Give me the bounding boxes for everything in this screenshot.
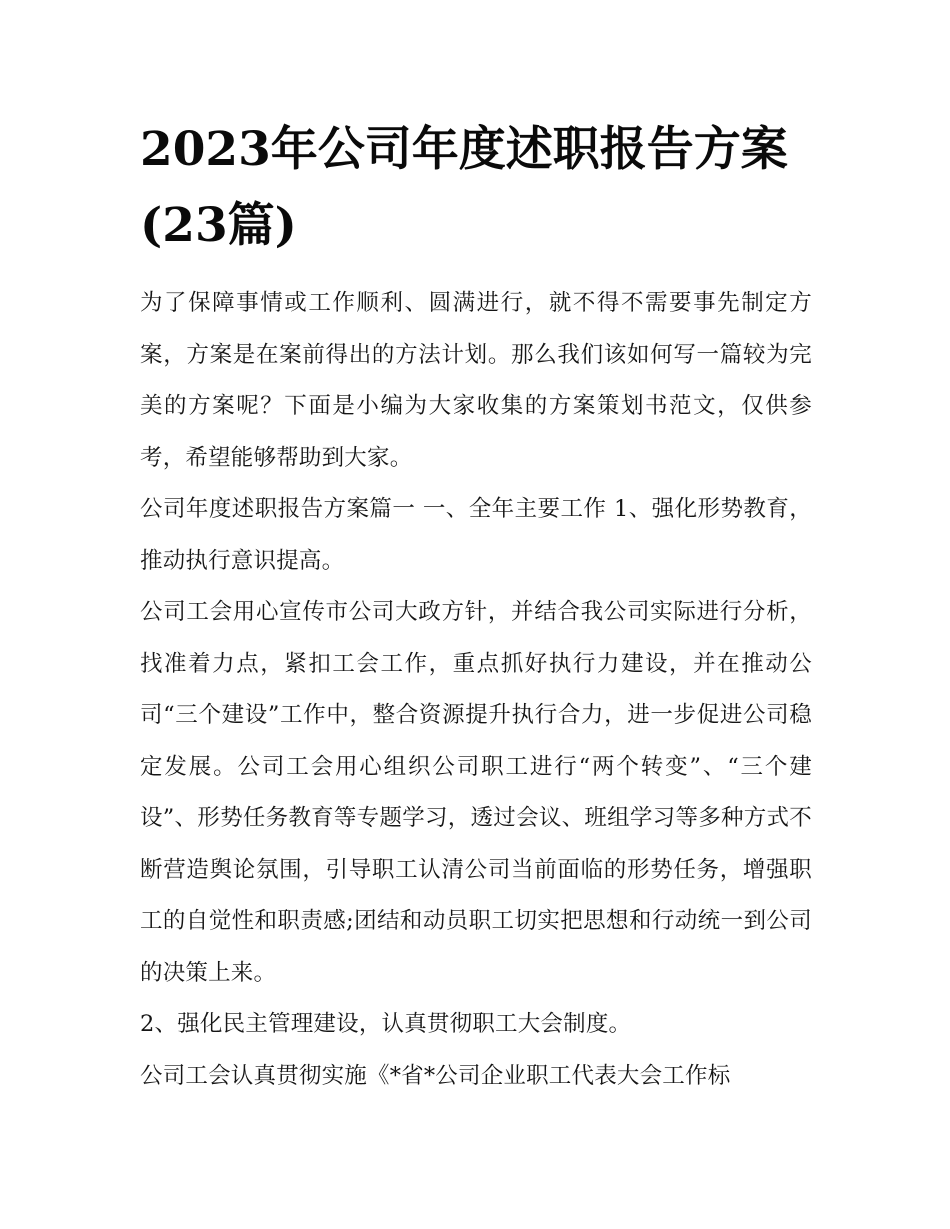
paragraph-section-one: 公司年度述职报告方案篇一 一、全年主要工作 1、强化形势教育，推动执行意识提高。 <box>140 496 812 574</box>
paragraph-congress-standard: 公司工会认真贯彻实施《*省*公司企业职工代表大会工作标 <box>140 1062 731 1089</box>
document-title: 2023年公司年度述职报告方案(23篇) <box>140 122 788 253</box>
document-page <box>140 112 812 1102</box>
paragraph-intro: 为了保障事情或工作顺利、圆满进行，就不得不需要事先制定方案，方案是在案前得出的方法计划。那么我们该如何写一篇较为完美的方案呢？下面是小编为大家收集的方案策划书范文，仅供参考，希望能够帮助到大家。 <box>140 290 812 471</box>
paragraph-democratic-management: 2、强化民主管理建设，认真贯彻职工大会制度。 <box>140 1011 632 1037</box>
paragraph-publicity: 公司工会用心宣传市公司大政方针，并结合我公司实际进行分析，找准着力点，紧扣工会工作，重点抓好执行力建设，并在推动公司“三个建设”工作中，整合资源提升执行合力，进一步促进公司稳定发展。公司工会用心组织公司职工进行“两个转变”、“三个建设”、形势任务教育等专题学习，透过会议、班组学习等多种方式不断营造舆论氛围，引导职工认清公司当前面临的形势任务，增强职工的自觉性和职责感;团结和动员职工切实把思想和行动统一到公司的决策上来。 <box>140 599 812 986</box>
